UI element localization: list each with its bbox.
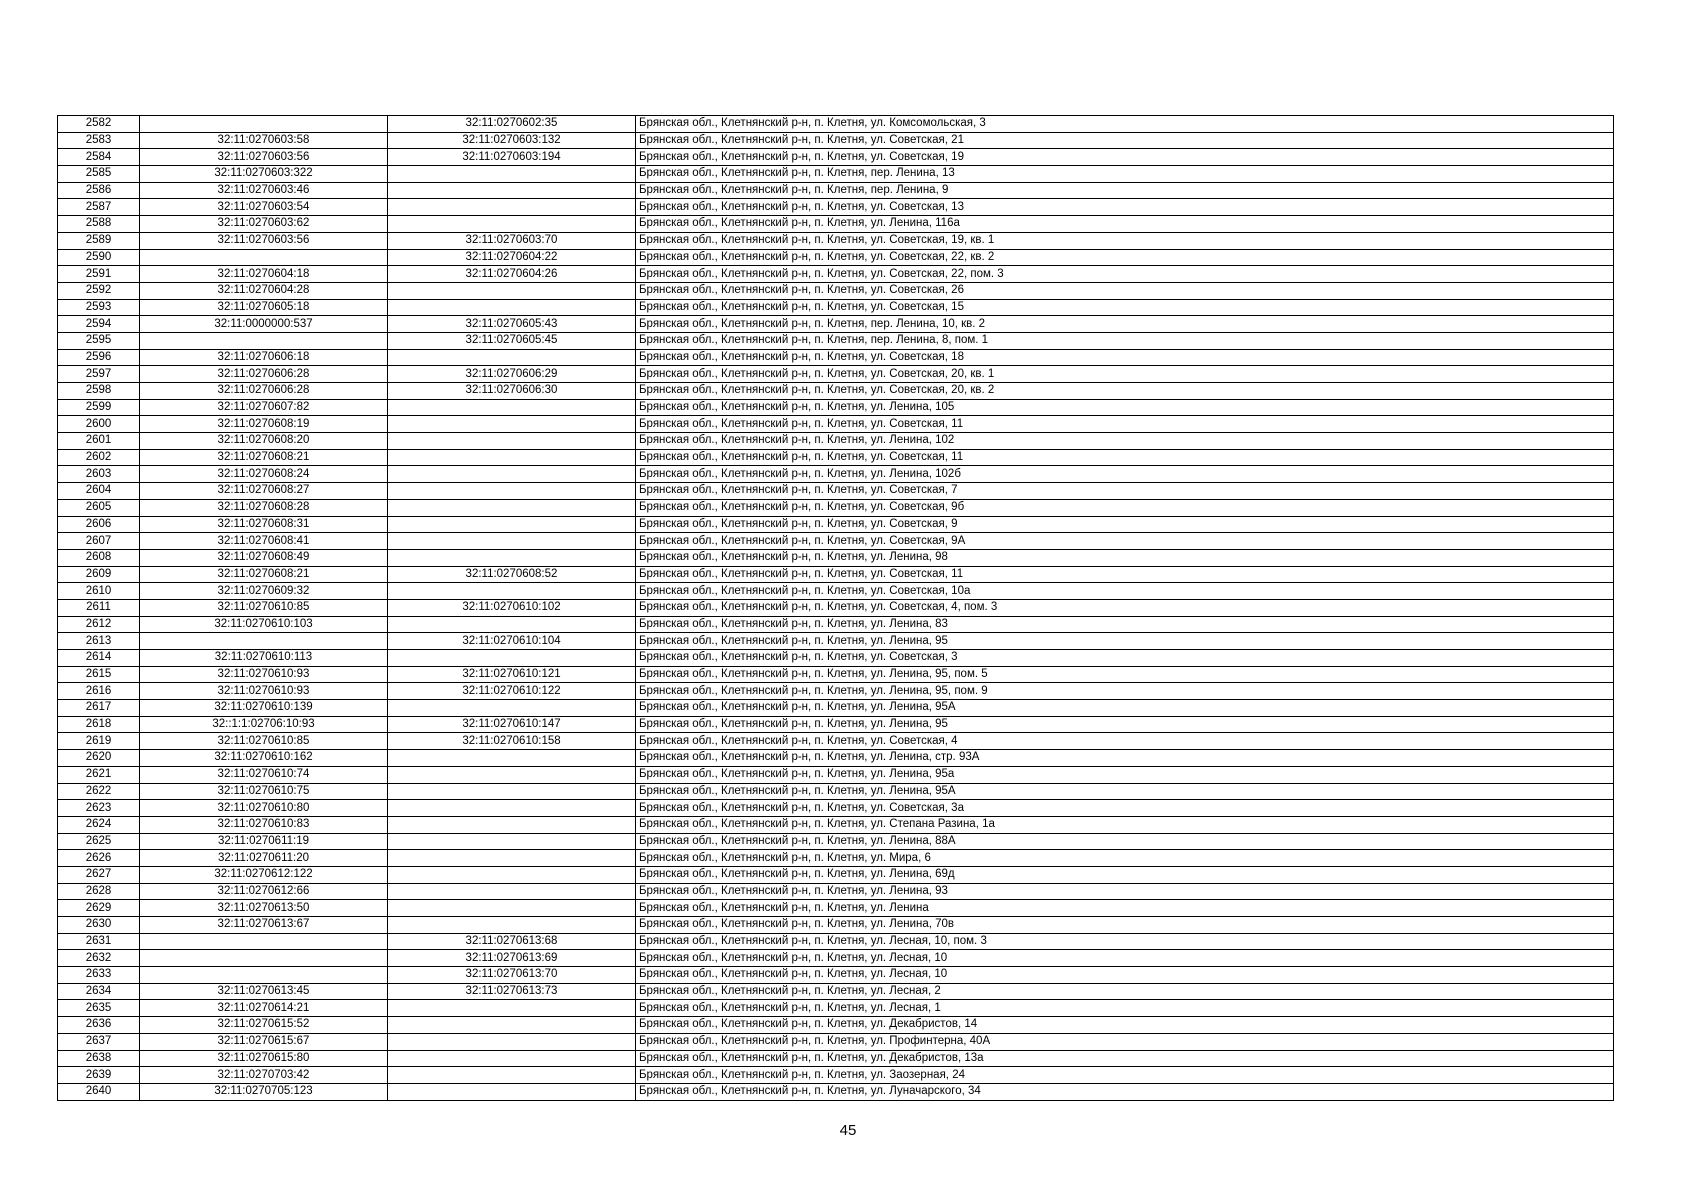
address-cell: Брянская обл., Клетнянский р-н, п. Клетня, ул. Советская, 3 <box>636 650 1614 667</box>
row-number-cell: 2626 <box>58 850 140 867</box>
land-cadastral-number-cell <box>140 249 388 266</box>
address-cell: Брянская обл., Клетнянский р-н, п. Клетня, пер. Ленина, 9 <box>636 182 1614 199</box>
table-row <box>58 399 1614 416</box>
table-row <box>58 499 1614 516</box>
row-number-cell: 2618 <box>58 716 140 733</box>
address-cell: Брянская обл., Клетнянский р-н, п. Клетня, ул. Ленина, 95а <box>636 766 1614 783</box>
address-cell: Брянская обл., Клетнянский р-н, п. Клетня, ул. Ленина, 95А <box>636 783 1614 800</box>
land-cadastral-number-cell: 32:11:0270613:45 <box>140 983 388 1000</box>
table-row <box>58 566 1614 583</box>
land-cadastral-number-cell: 32:11:0270611:19 <box>140 833 388 850</box>
object-cadastral-number-cell <box>388 1033 636 1050</box>
row-number-cell: 2619 <box>58 733 140 750</box>
row-number-cell: 2616 <box>58 683 140 700</box>
table-row <box>58 182 1614 199</box>
object-cadastral-number-cell: 32:11:0270610:102 <box>388 599 636 616</box>
object-cadastral-number-cell <box>388 866 636 883</box>
land-cadastral-number-cell: 32:11:0270615:80 <box>140 1050 388 1067</box>
land-cadastral-number-cell: 32:11:0270604:18 <box>140 266 388 283</box>
table-row <box>58 583 1614 600</box>
row-number-cell: 2599 <box>58 399 140 416</box>
address-cell: Брянская обл., Клетнянский р-н, п. Клетня, ул. Советская, 11 <box>636 416 1614 433</box>
table-row <box>58 917 1614 934</box>
object-cadastral-number-cell: 32:11:0270610:121 <box>388 666 636 683</box>
land-cadastral-number-cell: 32:11:0270608:19 <box>140 416 388 433</box>
table-row <box>58 433 1614 450</box>
row-number-cell: 2614 <box>58 650 140 667</box>
object-cadastral-number-cell <box>388 766 636 783</box>
row-number-cell: 2584 <box>58 149 140 166</box>
object-cadastral-number-cell: 32:11:0270608:52 <box>388 566 636 583</box>
table-row <box>58 783 1614 800</box>
table-row <box>58 516 1614 533</box>
row-number-cell: 2586 <box>58 182 140 199</box>
land-cadastral-number-cell: 32:11:0270610:93 <box>140 683 388 700</box>
land-cadastral-number-cell: 32:11:0270611:20 <box>140 850 388 867</box>
address-cell: Брянская обл., Клетнянский р-н, п. Клетня, ул. Советская, 19 <box>636 149 1614 166</box>
land-cadastral-number-cell: 32:11:0270607:82 <box>140 399 388 416</box>
land-cadastral-number-cell: 32:11:0270605:18 <box>140 299 388 316</box>
object-cadastral-number-cell <box>388 299 636 316</box>
land-cadastral-number-cell: 32:11:0270603:56 <box>140 232 388 249</box>
row-number-cell: 2602 <box>58 449 140 466</box>
address-cell: Брянская обл., Клетнянский р-н, п. Клетня, ул. Советская, 26 <box>636 282 1614 299</box>
object-cadastral-number-cell: 32:11:0270606:30 <box>388 383 636 400</box>
land-cadastral-number-cell: 32:11:0270609:32 <box>140 583 388 600</box>
object-cadastral-number-cell <box>388 433 636 450</box>
row-number-cell: 2612 <box>58 616 140 633</box>
row-number-cell: 2610 <box>58 583 140 600</box>
row-number-cell: 2623 <box>58 800 140 817</box>
table-row <box>58 132 1614 149</box>
object-cadastral-number-cell: 32:11:0270606:29 <box>388 366 636 383</box>
row-number-cell: 2630 <box>58 917 140 934</box>
table-row <box>58 149 1614 166</box>
address-cell: Брянская обл., Клетнянский р-н, п. Клетня, ул. Советская, 9 <box>636 516 1614 533</box>
table-row <box>58 866 1614 883</box>
row-number-cell: 2594 <box>58 316 140 333</box>
row-number-cell: 2598 <box>58 383 140 400</box>
row-number-cell: 2591 <box>58 266 140 283</box>
address-cell: Брянская обл., Клетнянский р-н, п. Клетня, ул. Советская, 11 <box>636 566 1614 583</box>
object-cadastral-number-cell <box>388 416 636 433</box>
row-number-cell: 2593 <box>58 299 140 316</box>
address-cell: Брянская обл., Клетнянский р-н, п. Клетня, ул. Советская, 11 <box>636 449 1614 466</box>
object-cadastral-number-cell: 32:11:0270602:35 <box>388 116 636 133</box>
table-row <box>58 700 1614 717</box>
address-cell: Брянская обл., Клетнянский р-н, п. Клетня, ул. Ленина, 83 <box>636 616 1614 633</box>
row-number-cell: 2633 <box>58 967 140 984</box>
object-cadastral-number-cell <box>388 650 636 667</box>
object-cadastral-number-cell: 32:11:0270605:43 <box>388 316 636 333</box>
object-cadastral-number-cell <box>388 533 636 550</box>
row-number-cell: 2605 <box>58 499 140 516</box>
row-number-cell: 2640 <box>58 1083 140 1100</box>
table-row <box>58 349 1614 366</box>
object-cadastral-number-cell <box>388 700 636 717</box>
table-row <box>58 883 1614 900</box>
land-cadastral-number-cell: 32:11:0000000:537 <box>140 316 388 333</box>
land-cadastral-number-cell: 32:11:0270615:67 <box>140 1033 388 1050</box>
object-cadastral-number-cell <box>388 1017 636 1034</box>
object-cadastral-number-cell: 32:11:0270603:132 <box>388 132 636 149</box>
address-cell: Брянская обл., Клетнянский р-н, п. Клетня, ул. Ленина, 93 <box>636 883 1614 900</box>
land-cadastral-number-cell: 32:11:0270606:28 <box>140 366 388 383</box>
table-row <box>58 716 1614 733</box>
address-cell: Брянская обл., Клетнянский р-н, п. Клетня, ул. Советская, 10а <box>636 583 1614 600</box>
address-cell: Брянская обл., Клетнянский р-н, п. Клетня, ул. Ленина <box>636 900 1614 917</box>
land-cadastral-number-cell <box>140 116 388 133</box>
address-cell: Брянская обл., Клетнянский р-н, п. Клетня, ул. Советская, 21 <box>636 132 1614 149</box>
row-number-cell: 2624 <box>58 816 140 833</box>
table-row <box>58 366 1614 383</box>
row-number-cell: 2590 <box>58 249 140 266</box>
address-cell: Брянская обл., Клетнянский р-н, п. Клетня, ул. Лесная, 2 <box>636 983 1614 1000</box>
object-cadastral-number-cell <box>388 1067 636 1084</box>
land-cadastral-number-cell: 32:11:0270610:74 <box>140 766 388 783</box>
table-row <box>58 967 1614 984</box>
row-number-cell: 2632 <box>58 950 140 967</box>
row-number-cell: 2627 <box>58 866 140 883</box>
object-cadastral-number-cell <box>388 349 636 366</box>
address-cell: Брянская обл., Клетнянский р-н, п. Клетня, ул. Ленина, 95 <box>636 633 1614 650</box>
land-cadastral-number-cell: 32:11:0270603:54 <box>140 199 388 216</box>
address-cell: Брянская обл., Клетнянский р-н, п. Клетня, ул. Ленина, 102б <box>636 466 1614 483</box>
row-number-cell: 2582 <box>58 116 140 133</box>
land-cadastral-number-cell: 32:11:0270705:123 <box>140 1083 388 1100</box>
address-cell: Брянская обл., Клетнянский р-н, п. Клетня, ул. Лесная, 10 <box>636 967 1614 984</box>
table-row <box>58 800 1614 817</box>
table-row <box>58 299 1614 316</box>
table-row <box>58 282 1614 299</box>
row-number-cell: 2595 <box>58 332 140 349</box>
object-cadastral-number-cell <box>388 783 636 800</box>
land-cadastral-number-cell: 32:11:0270615:52 <box>140 1017 388 1034</box>
address-cell: Брянская обл., Клетнянский р-н, п. Клетня, ул. Ленина, 95, пом. 9 <box>636 683 1614 700</box>
address-cell: Брянская обл., Клетнянский р-н, п. Клетня, ул. Ленина, 98 <box>636 549 1614 566</box>
object-cadastral-number-cell: 32:11:0270610:122 <box>388 683 636 700</box>
row-number-cell: 2639 <box>58 1067 140 1084</box>
address-cell: Брянская обл., Клетнянский р-н, п. Клетня, пер. Ленина, 13 <box>636 166 1614 183</box>
address-cell: Брянская обл., Клетнянский р-н, п. Клетня, ул. Ленина, 88А <box>636 833 1614 850</box>
address-cell: Брянская обл., Клетнянский р-н, п. Клетня, ул. Ленина, 116а <box>636 216 1614 233</box>
object-cadastral-number-cell <box>388 883 636 900</box>
land-cadastral-number-cell <box>140 633 388 650</box>
address-cell: Брянская обл., Клетнянский р-н, п. Клетня, ул. Ленина, 69д <box>636 866 1614 883</box>
object-cadastral-number-cell <box>388 166 636 183</box>
address-cell: Брянская обл., Клетнянский р-н, п. Клетня, ул. Советская, 19, кв. 1 <box>636 232 1614 249</box>
land-cadastral-number-cell: 32:11:0270610:103 <box>140 616 388 633</box>
row-number-cell: 2613 <box>58 633 140 650</box>
object-cadastral-number-cell <box>388 917 636 934</box>
table-row <box>58 199 1614 216</box>
table-row <box>58 232 1614 249</box>
object-cadastral-number-cell <box>388 216 636 233</box>
table-row <box>58 316 1614 333</box>
row-number-cell: 2615 <box>58 666 140 683</box>
land-cadastral-number-cell: 32:11:0270604:28 <box>140 282 388 299</box>
object-cadastral-number-cell <box>388 199 636 216</box>
object-cadastral-number-cell <box>388 549 636 566</box>
table-row <box>58 816 1614 833</box>
address-cell: Брянская обл., Клетнянский р-н, п. Клетня, ул. Советская, 20, кв. 2 <box>636 383 1614 400</box>
object-cadastral-number-cell <box>388 483 636 500</box>
table-row <box>58 1000 1614 1017</box>
table-row <box>58 616 1614 633</box>
land-cadastral-number-cell: 32:11:0270613:67 <box>140 917 388 934</box>
land-cadastral-number-cell: 32:11:0270608:28 <box>140 499 388 516</box>
table-row <box>58 449 1614 466</box>
row-number-cell: 2629 <box>58 900 140 917</box>
table-row <box>58 416 1614 433</box>
table-row <box>58 833 1614 850</box>
address-cell: Брянская обл., Клетнянский р-н, п. Клетня, ул. Заозерная, 24 <box>636 1067 1614 1084</box>
table-row <box>58 933 1614 950</box>
land-cadastral-number-cell: 32:11:0270610:139 <box>140 700 388 717</box>
address-cell: Брянская обл., Клетнянский р-н, п. Клетня, ул. Комсомольская, 3 <box>636 116 1614 133</box>
row-number-cell: 2609 <box>58 566 140 583</box>
row-number-cell: 2620 <box>58 750 140 767</box>
table-row <box>58 266 1614 283</box>
object-cadastral-number-cell: 32:11:0270613:68 <box>388 933 636 950</box>
table-row <box>58 1050 1614 1067</box>
land-cadastral-number-cell: 32:11:0270603:58 <box>140 132 388 149</box>
table-row <box>58 166 1614 183</box>
land-cadastral-number-cell: 32:11:0270606:28 <box>140 383 388 400</box>
land-cadastral-number-cell: 32:11:0270610:83 <box>140 816 388 833</box>
row-number-cell: 2636 <box>58 1017 140 1034</box>
row-number-cell: 2600 <box>58 416 140 433</box>
table-row <box>58 116 1614 133</box>
object-cadastral-number-cell <box>388 449 636 466</box>
address-cell: Брянская обл., Клетнянский р-н, п. Клетня, ул. Советская, 22, кв. 2 <box>636 249 1614 266</box>
row-number-cell: 2611 <box>58 599 140 616</box>
row-number-cell: 2621 <box>58 766 140 783</box>
address-cell: Брянская обл., Клетнянский р-н, п. Клетня, ул. Лесная, 10, пом. 3 <box>636 933 1614 950</box>
address-cell: Брянская обл., Клетнянский р-н, п. Клетня, ул. Советская, 15 <box>636 299 1614 316</box>
address-cell: Брянская обл., Клетнянский р-н, п. Клетня, ул. Лесная, 1 <box>636 1000 1614 1017</box>
address-cell: Брянская обл., Клетнянский р-н, п. Клетня, ул. Степана Разина, 1а <box>636 816 1614 833</box>
row-number-cell: 2601 <box>58 433 140 450</box>
table-row <box>58 1067 1614 1084</box>
land-cadastral-number-cell: 32:11:0270614:21 <box>140 1000 388 1017</box>
address-cell: Брянская обл., Клетнянский р-н, п. Клетня, ул. Советская, 3а <box>636 800 1614 817</box>
land-cadastral-number-cell: 32:11:0270610:80 <box>140 800 388 817</box>
address-cell: Брянская обл., Клетнянский р-н, п. Клетня, ул. Ленина, стр. 93А <box>636 750 1614 767</box>
address-cell: Брянская обл., Клетнянский р-н, п. Клетня, ул. Мира, 6 <box>636 850 1614 867</box>
row-number-cell: 2625 <box>58 833 140 850</box>
row-number-cell: 2597 <box>58 366 140 383</box>
table-row <box>58 750 1614 767</box>
object-cadastral-number-cell <box>388 282 636 299</box>
object-cadastral-number-cell <box>388 1050 636 1067</box>
row-number-cell: 2596 <box>58 349 140 366</box>
land-cadastral-number-cell: 32::1:1:02706:10:93 <box>140 716 388 733</box>
page-number: 45 <box>839 1122 857 1139</box>
address-cell: Брянская обл., Клетнянский р-н, п. Клетня, ул. Советская, 13 <box>636 199 1614 216</box>
table-row <box>58 650 1614 667</box>
object-cadastral-number-cell: 32:11:0270603:70 <box>388 232 636 249</box>
object-cadastral-number-cell: 32:11:0270613:73 <box>388 983 636 1000</box>
object-cadastral-number-cell <box>388 616 636 633</box>
land-cadastral-number-cell: 32:11:0270612:122 <box>140 866 388 883</box>
land-cadastral-number-cell <box>140 933 388 950</box>
row-number-cell: 2606 <box>58 516 140 533</box>
row-number-cell: 2617 <box>58 700 140 717</box>
row-number-cell: 2631 <box>58 933 140 950</box>
row-number-cell: 2587 <box>58 199 140 216</box>
address-cell: Брянская обл., Клетнянский р-н, п. Клетня, ул. Советская, 22, пом. 3 <box>636 266 1614 283</box>
table-row <box>58 950 1614 967</box>
address-cell: Брянская обл., Клетнянский р-н, п. Клетня, ул. Ленина, 95А <box>636 700 1614 717</box>
row-number-cell: 2583 <box>58 132 140 149</box>
address-cell: Брянская обл., Клетнянский р-н, п. Клетня, ул. Декабристов, 14 <box>636 1017 1614 1034</box>
table-row <box>58 549 1614 566</box>
address-cell: Брянская обл., Клетнянский р-н, п. Клетня, ул. Советская, 4, пом. 3 <box>636 599 1614 616</box>
land-cadastral-number-cell: 32:11:0270603:56 <box>140 149 388 166</box>
table-row <box>58 633 1614 650</box>
table-row <box>58 666 1614 683</box>
land-cadastral-number-cell <box>140 967 388 984</box>
land-cadastral-number-cell: 32:11:0270610:162 <box>140 750 388 767</box>
address-cell: Брянская обл., Клетнянский р-н, п. Клетня, ул. Декабристов, 13а <box>636 1050 1614 1067</box>
object-cadastral-number-cell <box>388 516 636 533</box>
object-cadastral-number-cell: 32:11:0270605:45 <box>388 332 636 349</box>
land-cadastral-number-cell: 32:11:0270610:85 <box>140 599 388 616</box>
object-cadastral-number-cell <box>388 850 636 867</box>
object-cadastral-number-cell <box>388 499 636 516</box>
row-number-cell: 2588 <box>58 216 140 233</box>
object-cadastral-number-cell <box>388 800 636 817</box>
table-row <box>58 850 1614 867</box>
object-cadastral-number-cell: 32:11:0270610:104 <box>388 633 636 650</box>
land-cadastral-number-cell: 32:11:0270608:21 <box>140 449 388 466</box>
row-number-cell: 2608 <box>58 549 140 566</box>
table-row <box>58 533 1614 550</box>
row-number-cell: 2634 <box>58 983 140 1000</box>
row-number-cell: 2628 <box>58 883 140 900</box>
address-cell: Брянская обл., Клетнянский р-н, п. Клетня, ул. Советская, 4 <box>636 733 1614 750</box>
object-cadastral-number-cell: 32:11:0270613:70 <box>388 967 636 984</box>
address-cell: Брянская обл., Клетнянский р-н, п. Клетня, пер. Ленина, 8, пом. 1 <box>636 332 1614 349</box>
object-cadastral-number-cell <box>388 1083 636 1100</box>
row-number-cell: 2635 <box>58 1000 140 1017</box>
land-cadastral-number-cell <box>140 950 388 967</box>
address-cell: Брянская обл., Клетнянский р-н, п. Клетня, ул. Ленина, 70в <box>636 917 1614 934</box>
land-cadastral-number-cell: 32:11:0270613:50 <box>140 900 388 917</box>
object-cadastral-number-cell <box>388 466 636 483</box>
land-cadastral-number-cell: 32:11:0270603:322 <box>140 166 388 183</box>
address-cell: Брянская обл., Клетнянский р-н, п. Клетня, ул. Советская, 20, кв. 1 <box>636 366 1614 383</box>
address-cell: Брянская обл., Клетнянский р-н, п. Клетня, ул. Советская, 9б <box>636 499 1614 516</box>
table-row <box>58 249 1614 266</box>
table-row <box>58 1033 1614 1050</box>
land-cadastral-number-cell: 32:11:0270603:46 <box>140 182 388 199</box>
table-row <box>58 733 1614 750</box>
row-number-cell: 2604 <box>58 483 140 500</box>
row-number-cell: 2638 <box>58 1050 140 1067</box>
row-number-cell: 2637 <box>58 1033 140 1050</box>
object-cadastral-number-cell: 32:11:0270603:194 <box>388 149 636 166</box>
row-number-cell: 2603 <box>58 466 140 483</box>
address-cell: Брянская обл., Клетнянский р-н, п. Клетня, ул. Советская, 9А <box>636 533 1614 550</box>
table-row <box>58 383 1614 400</box>
object-cadastral-number-cell <box>388 399 636 416</box>
address-cell: Брянская обл., Клетнянский р-н, п. Клетня, ул. Луначарского, 34 <box>636 1083 1614 1100</box>
land-cadastral-number-cell: 32:11:0270610:75 <box>140 783 388 800</box>
object-cadastral-number-cell <box>388 833 636 850</box>
table-row <box>58 900 1614 917</box>
row-number-cell: 2607 <box>58 533 140 550</box>
address-cell: Брянская обл., Клетнянский р-н, п. Клетня, ул. Профинтерна, 40А <box>636 1033 1614 1050</box>
land-cadastral-number-cell: 32:11:0270608:31 <box>140 516 388 533</box>
row-number-cell: 2622 <box>58 783 140 800</box>
table-row <box>58 1083 1614 1100</box>
land-cadastral-number-cell: 32:11:0270608:49 <box>140 549 388 566</box>
object-cadastral-number-cell: 32:11:0270613:69 <box>388 950 636 967</box>
object-cadastral-number-cell <box>388 583 636 600</box>
table-row <box>58 466 1614 483</box>
address-cell: Брянская обл., Клетнянский р-н, п. Клетня, ул. Лесная, 10 <box>636 950 1614 967</box>
address-cell: Брянская обл., Клетнянский р-н, п. Клетня, ул. Советская, 18 <box>636 349 1614 366</box>
table-row <box>58 332 1614 349</box>
object-cadastral-number-cell: 32:11:0270604:26 <box>388 266 636 283</box>
land-cadastral-number-cell: 32:11:0270610:93 <box>140 666 388 683</box>
object-cadastral-number-cell: 32:11:0270610:158 <box>388 733 636 750</box>
object-cadastral-number-cell: 32:11:0270610:147 <box>388 716 636 733</box>
registry-table <box>57 115 1614 1101</box>
land-cadastral-number-cell: 32:11:0270703:42 <box>140 1067 388 1084</box>
land-cadastral-number-cell: 32:11:0270606:18 <box>140 349 388 366</box>
table-row <box>58 599 1614 616</box>
land-cadastral-number-cell <box>140 332 388 349</box>
table-row <box>58 1017 1614 1034</box>
address-cell: Брянская обл., Клетнянский р-н, п. Клетня, ул. Ленина, 95, пом. 5 <box>636 666 1614 683</box>
address-cell: Брянская обл., Клетнянский р-н, п. Клетня, пер. Ленина, 10, кв. 2 <box>636 316 1614 333</box>
address-cell: Брянская обл., Клетнянский р-н, п. Клетня, ул. Ленина, 95 <box>636 716 1614 733</box>
table-row <box>58 683 1614 700</box>
object-cadastral-number-cell <box>388 182 636 199</box>
land-cadastral-number-cell: 32:11:0270610:113 <box>140 650 388 667</box>
address-cell: Брянская обл., Клетнянский р-н, п. Клетня, ул. Советская, 7 <box>636 483 1614 500</box>
land-cadastral-number-cell: 32:11:0270608:27 <box>140 483 388 500</box>
row-number-cell: 2585 <box>58 166 140 183</box>
address-cell: Брянская обл., Клетнянский р-н, п. Клетня, ул. Ленина, 105 <box>636 399 1614 416</box>
object-cadastral-number-cell: 32:11:0270604:22 <box>388 249 636 266</box>
object-cadastral-number-cell <box>388 750 636 767</box>
land-cadastral-number-cell: 32:11:0270610:85 <box>140 733 388 750</box>
table-row <box>58 766 1614 783</box>
table-row <box>58 216 1614 233</box>
land-cadastral-number-cell: 32:11:0270608:24 <box>140 466 388 483</box>
address-cell: Брянская обл., Клетнянский р-н, п. Клетня, ул. Ленина, 102 <box>636 433 1614 450</box>
object-cadastral-number-cell <box>388 1000 636 1017</box>
object-cadastral-number-cell <box>388 816 636 833</box>
land-cadastral-number-cell: 32:11:0270608:41 <box>140 533 388 550</box>
table-row <box>58 983 1614 1000</box>
land-cadastral-number-cell: 32:11:0270608:21 <box>140 566 388 583</box>
row-number-cell: 2589 <box>58 232 140 249</box>
land-cadastral-number-cell: 32:11:0270612:66 <box>140 883 388 900</box>
table-row <box>58 483 1614 500</box>
land-cadastral-number-cell: 32:11:0270608:20 <box>140 433 388 450</box>
row-number-cell: 2592 <box>58 282 140 299</box>
registry-table-body <box>58 116 1614 1101</box>
object-cadastral-number-cell <box>388 900 636 917</box>
land-cadastral-number-cell: 32:11:0270603:62 <box>140 216 388 233</box>
